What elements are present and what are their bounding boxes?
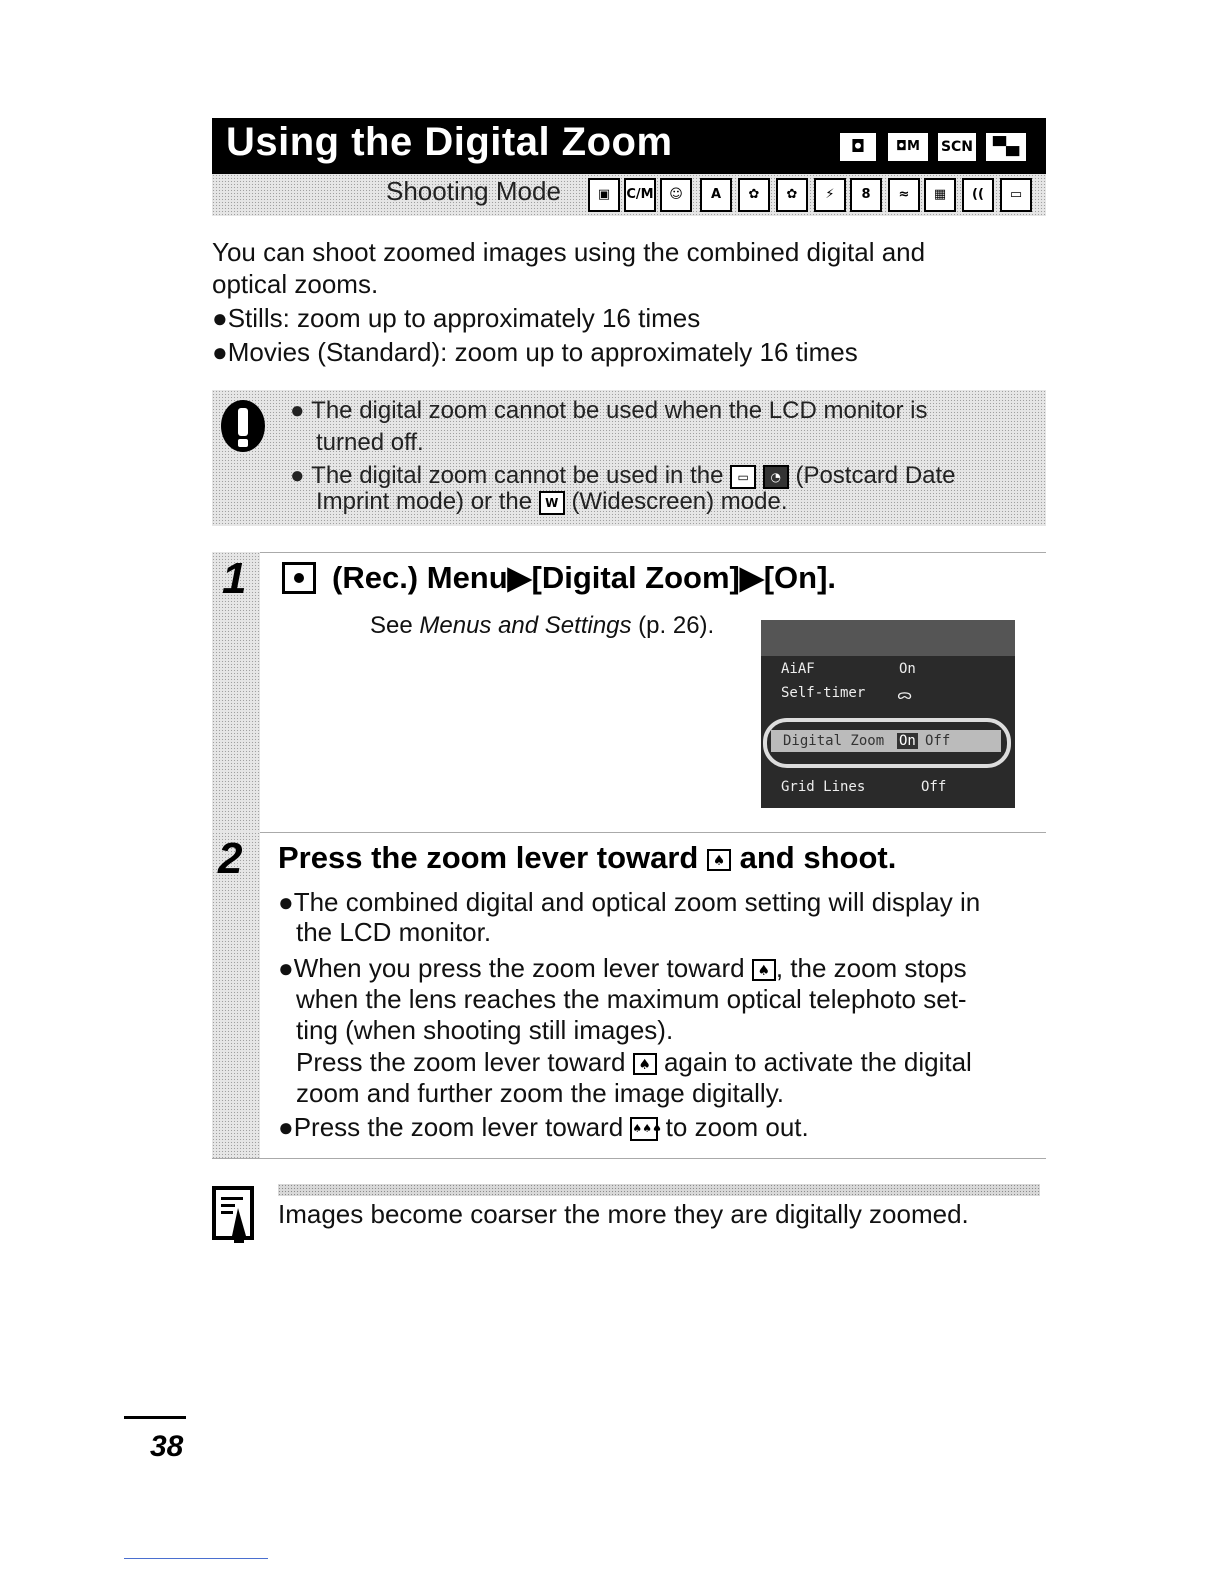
rec-menu-icon — [282, 562, 316, 594]
shooting-mode-label: Shooting Mode — [386, 176, 561, 206]
lcd-row-label: Digital Zoom — [783, 733, 885, 749]
step-bullet — [278, 1111, 809, 1144]
step-divider — [212, 552, 1046, 553]
step-text: , the zoom stops — [775, 953, 967, 983]
underwater-mode-icon: ▦ — [924, 178, 956, 212]
caution-icon — [218, 398, 268, 450]
step-divider — [212, 832, 1046, 833]
step-bullet — [278, 952, 967, 985]
page-number-rule — [124, 1416, 186, 1419]
page-title: Using the Digital Zoom — [226, 120, 673, 164]
caution-item-text: The digital zoom cannot be used when the LCD monitor is — [311, 397, 928, 424]
wide-angle-icon: ♠♠♠ — [630, 1117, 658, 1141]
beach-mode-icon: ≈ — [888, 178, 920, 212]
step-text: ●When you press the zoom lever toward — [278, 953, 745, 983]
kids-pets-mode-icon: A — [700, 178, 732, 212]
step-number: 2 — [218, 834, 243, 883]
caution-item: ● The digital zoom cannot be used in the ▭ ◔ (Postcard Date — [290, 462, 956, 489]
step-bullet-cont: when the lens reaches the maximum optical telephoto set- — [296, 984, 967, 1014]
see-reference — [370, 612, 714, 640]
lcd-row-value: On — [899, 661, 916, 677]
step-heading-text: and shoot. — [739, 840, 897, 875]
step-bullet-cont: ting (when shooting still images). — [296, 1015, 674, 1045]
caution-item-line — [316, 489, 788, 515]
intro-line: You can shoot zoomed images using the combined digital and — [212, 237, 926, 267]
note-icon — [212, 1186, 256, 1242]
step-bullet-cont — [296, 1046, 972, 1079]
telephoto-icon: ♠ — [633, 1053, 657, 1075]
intro-bullet-movies: ●Movies (Standard): zoom up to approximately 16 times — [212, 337, 858, 367]
manual-mode-icon: C/M — [624, 178, 656, 212]
telephoto-icon: ♠ — [752, 959, 776, 981]
note-bar — [278, 1184, 1040, 1196]
lcd-row-label: Grid Lines — [781, 779, 866, 795]
caution-item-text: Imprint mode) or the — [316, 488, 533, 515]
lcd-row-value: Off — [921, 779, 947, 795]
movie-mode-icon-small: ▭ — [1000, 178, 1032, 212]
auto-mode-icon: ▣ — [588, 178, 620, 212]
stitch-assist-mode-icon: (( — [962, 178, 994, 212]
footer-rule — [124, 1558, 268, 1559]
step-number: 1 — [222, 554, 247, 603]
see-text: (p. 26). — [631, 612, 715, 639]
step-bullet: ●The combined digital and optical zoom setting will display in — [278, 887, 981, 917]
postcard-date-icon: ◔ — [763, 465, 789, 489]
foliage-mode-icon: ✿ — [776, 178, 808, 212]
lcd-row-value: Off — [925, 733, 951, 749]
camera-mode-icon: ◘ — [838, 131, 878, 163]
see-link-text: Menus and Settings — [419, 612, 632, 639]
snow-mode-icon: 8 — [850, 178, 882, 212]
step-text: Press the zoom lever toward — [296, 1047, 626, 1077]
step-text: to zoom out. — [665, 1112, 809, 1142]
telephoto-icon: ♠ — [707, 849, 731, 871]
intro-line: optical zooms. — [212, 269, 379, 299]
lcd-menu-screenshot — [761, 620, 1015, 808]
step-text: again to activate the digital — [663, 1047, 972, 1077]
fireworks-mode-icon: ⚡ — [814, 178, 846, 212]
lcd-tab-bar — [761, 620, 1015, 656]
caution-item-text: (Widescreen) mode. — [571, 488, 788, 515]
widescreen-icon: W — [539, 491, 565, 515]
caution-item-text: The digital zoom cannot be used in the — [311, 462, 724, 489]
step-divider — [212, 1158, 1046, 1159]
intro-bullet-stills: ●Stills: zoom up to approximately 16 times — [212, 303, 701, 333]
page-number: 38 — [150, 1430, 184, 1463]
postcard-icon: ▭ — [730, 465, 756, 489]
caution-item-text: (Postcard Date — [795, 462, 956, 489]
step-bullet-cont: the LCD monitor. — [296, 917, 492, 947]
lcd-row — [761, 658, 1015, 680]
caution-item-text: turned off. — [316, 429, 424, 456]
lcd-row-value-selected: On — [899, 733, 916, 749]
lcd-row — [761, 776, 1015, 798]
note-text: Images become coarser the more they are digitally zoomed. — [278, 1199, 969, 1229]
indoor-mode-icon: ✿ — [738, 178, 770, 212]
caution-item: ● The digital zoom cannot be used when the LCD monitor is — [290, 397, 928, 424]
step-heading — [278, 840, 896, 876]
lcd-row-selected — [771, 730, 1001, 752]
cm-mode-icon: ◘M — [886, 131, 930, 163]
step-heading: (Rec.) Menu▶[Digital Zoom]▶[On]. — [332, 560, 837, 595]
scn-mode-icon: SCN — [936, 131, 978, 163]
lcd-row-value: ᯅ — [897, 687, 913, 703]
step-bullet-cont: zoom and further zoom the image digitally. — [296, 1078, 784, 1108]
portrait-mode-icon: ☺ — [660, 178, 692, 212]
lcd-row-label: Self-timer — [781, 685, 866, 701]
movie-mode-icon: ▀▄ — [984, 131, 1028, 163]
lcd-row-label: AiAF — [781, 661, 815, 677]
step-text: ●Press the zoom lever toward — [278, 1112, 624, 1142]
step-heading-text: Press the zoom lever toward — [278, 840, 699, 875]
lcd-row — [761, 682, 1015, 704]
see-text: See — [370, 612, 420, 639]
